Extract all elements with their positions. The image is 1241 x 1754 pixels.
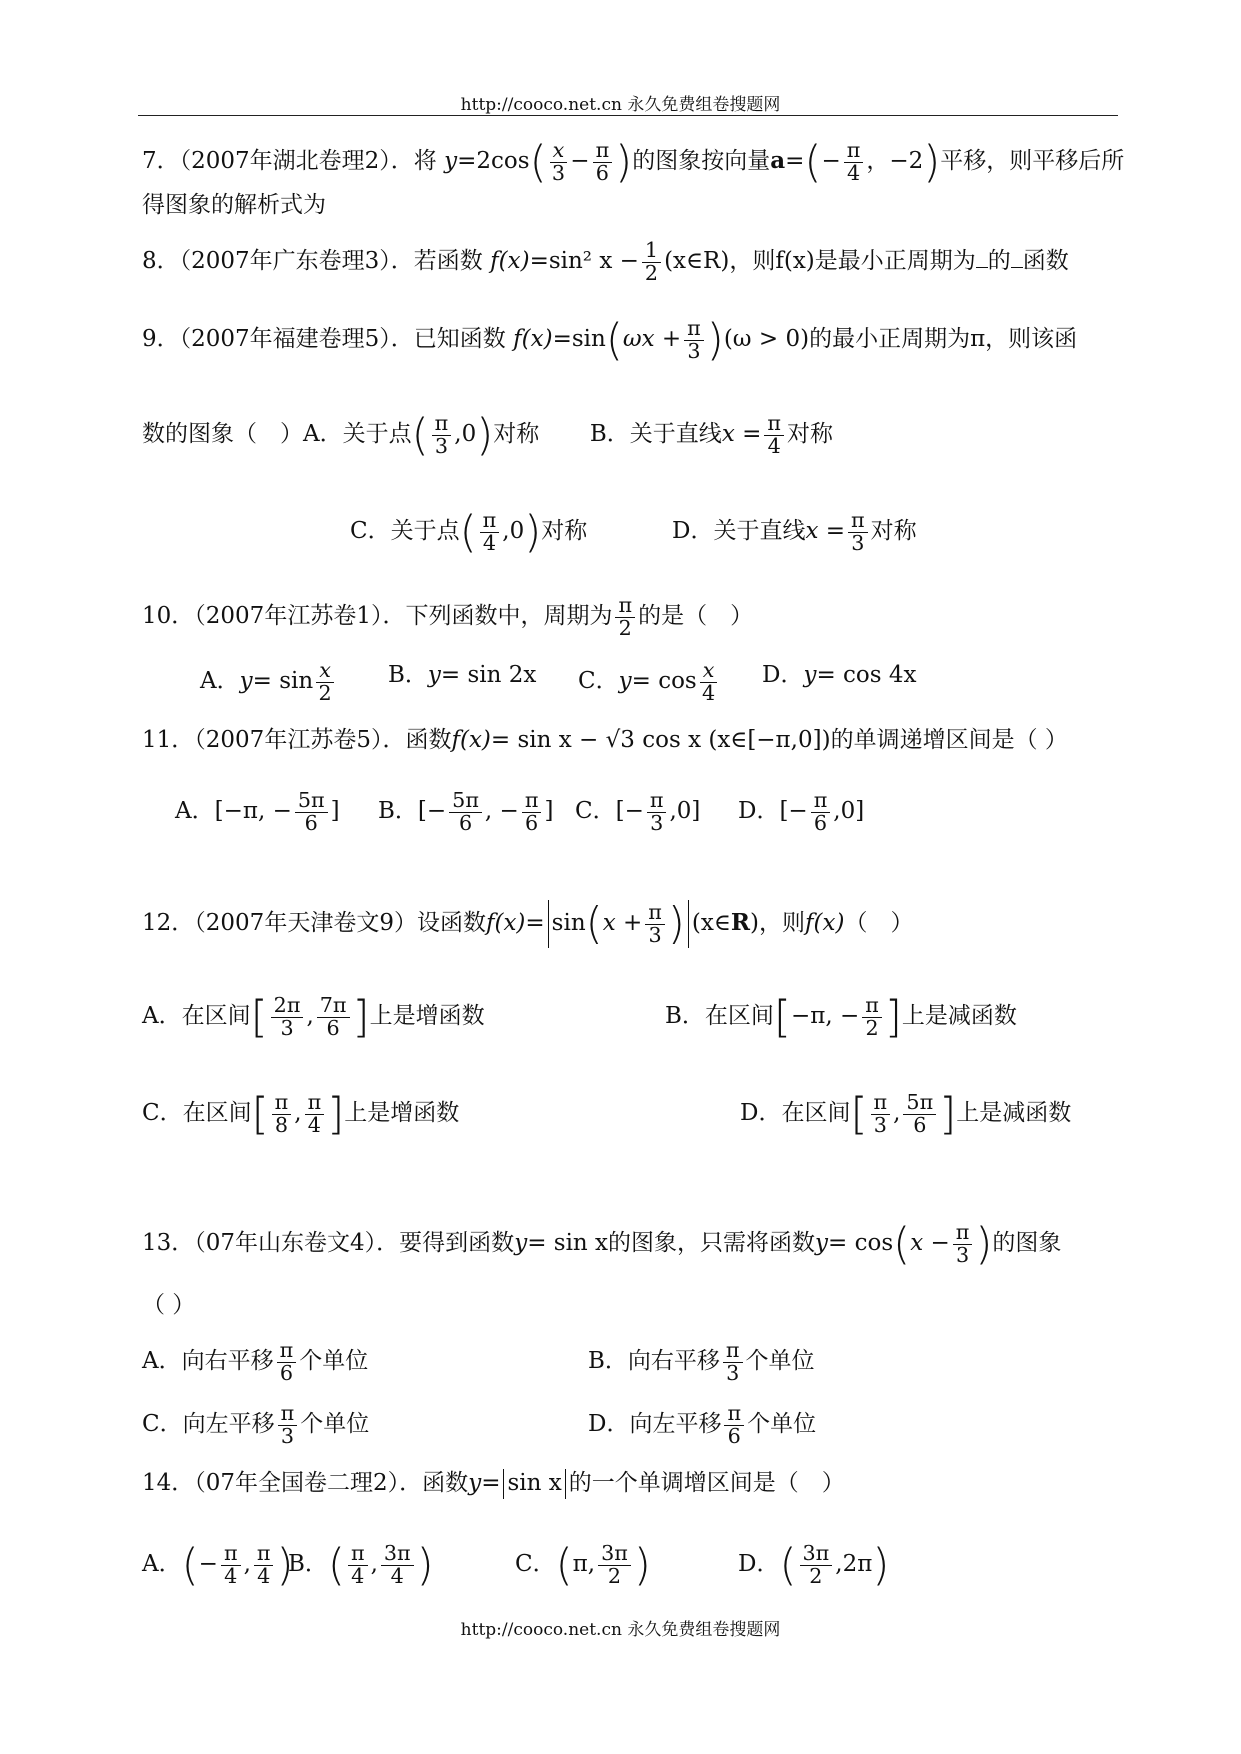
option-12b: B．在区间[−π, − $\frac{\pi}{2}$ ]上是减函数	[665, 991, 1017, 1043]
page-header: http://cooco.net.cn 永久免费组卷搜题网	[460, 95, 781, 115]
option-10d: D．y= cos 4x	[762, 662, 917, 688]
option-12c: C．在区间[ $\frac{\pi}{8}$ , $\frac{\pi}{4}$ ]上是增函数	[142, 1088, 460, 1140]
question-13-paren: （ ）	[142, 1292, 196, 1318]
option-10a: A．y= sin $\frac{x}{2}$	[200, 660, 337, 704]
question-10: 10．（2007年江苏卷1）．下列函数中，周期为 $\frac{\pi}{2}$ 的是（ ）	[142, 593, 754, 640]
question-14: 14．（07年全国卷二理2）．函数y= sin x 的一个单调增区间是（ ）	[142, 1468, 845, 1499]
option-11a: A．[−π, − $\frac{5\pi}{6}$ ]	[175, 788, 340, 835]
option-9c: C．关于点( $\frac{\pi}{4}$ ,0)对称	[350, 506, 588, 558]
option-10b: B．y= sin 2x	[388, 662, 537, 688]
question-8: 8．（2007年广东卷理3）．若函数 f(x)=sin² x − $\frac{1}{2}$ (x∈R)，则f(x)是最小正周期为 的 函数	[142, 238, 1069, 285]
option-14c: C．(π, $\frac{3\pi}{2}$ )	[515, 1539, 651, 1591]
question-9: 9．（2007年福建卷理5）．已知函数 f(x)=sin(ωx + $\frac{\pi}{3}$ )(ω > 0)的最小正周期为π，则该函	[142, 314, 1078, 366]
option-10c: C．y= cos $\frac{x}{4}$	[578, 660, 720, 704]
page-footer: http://cooco.net.cn 永久免费组卷搜题网	[460, 1620, 781, 1640]
option-11d: D．[− $\frac{\pi}{6}$ ,0]	[738, 788, 865, 835]
question-7: 7．（2007年湖北卷理2）．将 y=2cos( $\frac{x}{3}$ − $\frac{\pi}{6}$ )的图象按向量a=(− $\frac{\pi}{4}$ ，−2)平移，则平移后所	[142, 136, 1125, 188]
option-13a: A．向右平移 $\frac{\pi}{6}$ 个单位	[142, 1338, 369, 1385]
option-11b: B．[− $\frac{5\pi}{6}$ , − $\frac{\pi}{6}$ ]	[378, 788, 554, 835]
option-12a: A．在区间[ $\frac{2\pi}{3}$ , $\frac{7\pi}{6}$ ]上是增函数	[142, 991, 485, 1043]
question-7-line2: 得图象的解析式为	[142, 192, 326, 218]
question-9-line2: 数的图象（ ）A．关于点( $\frac{\pi}{3}$ ,0)对称 B．关于直线x = $\frac{\pi}{4}$ 对称	[142, 409, 833, 461]
option-12d: D．在区间[ $\frac{\pi}{3}$ , $\frac{5\pi}{6}$ ]上是减函数	[740, 1088, 1072, 1140]
question-13: 13．（07年山东卷文4）．要得到函数y= sin x的图象，只需将函数y= cos(x − $\frac{\pi}{3}$ )的图象	[142, 1218, 1062, 1270]
option-11c: C．[− $\frac{\pi}{3}$ ,0]	[575, 788, 701, 835]
option-13d: D．向左平移 $\frac{\pi}{6}$ 个单位	[588, 1401, 817, 1448]
question-11: 11．（2007年江苏卷5）．函数f(x)= sin x − √3 cos x (x∈[−π,0])的单调递增区间是（ ）	[142, 727, 1068, 753]
option-13c: C．向左平移 $\frac{\pi}{3}$ 个单位	[142, 1401, 370, 1448]
option-9d: D．关于直线x = $\frac{\pi}{3}$ 对称	[672, 508, 917, 555]
option-14a: A．(− $\frac{\pi}{4}$ , $\frac{\pi}{4}$ )	[142, 1539, 294, 1591]
option-14d: D．( $\frac{3\pi}{2}$ ,2π)	[738, 1539, 890, 1591]
option-9b: B．关于直线x = $\frac{\pi}{4}$ 对称	[589, 411, 833, 458]
option-14b: B．( $\frac{\pi}{4}$ , $\frac{3\pi}{4}$ )	[288, 1539, 434, 1591]
header-rule	[138, 115, 1118, 116]
option-13b: B．向右平移 $\frac{\pi}{3}$ 个单位	[588, 1338, 815, 1385]
question-12: 12．（2007年天津卷文9）设函数f(x)= sin(x + $\frac{\pi}{3}$ ) (x∈R)，则f(x)（ ）	[142, 898, 914, 950]
